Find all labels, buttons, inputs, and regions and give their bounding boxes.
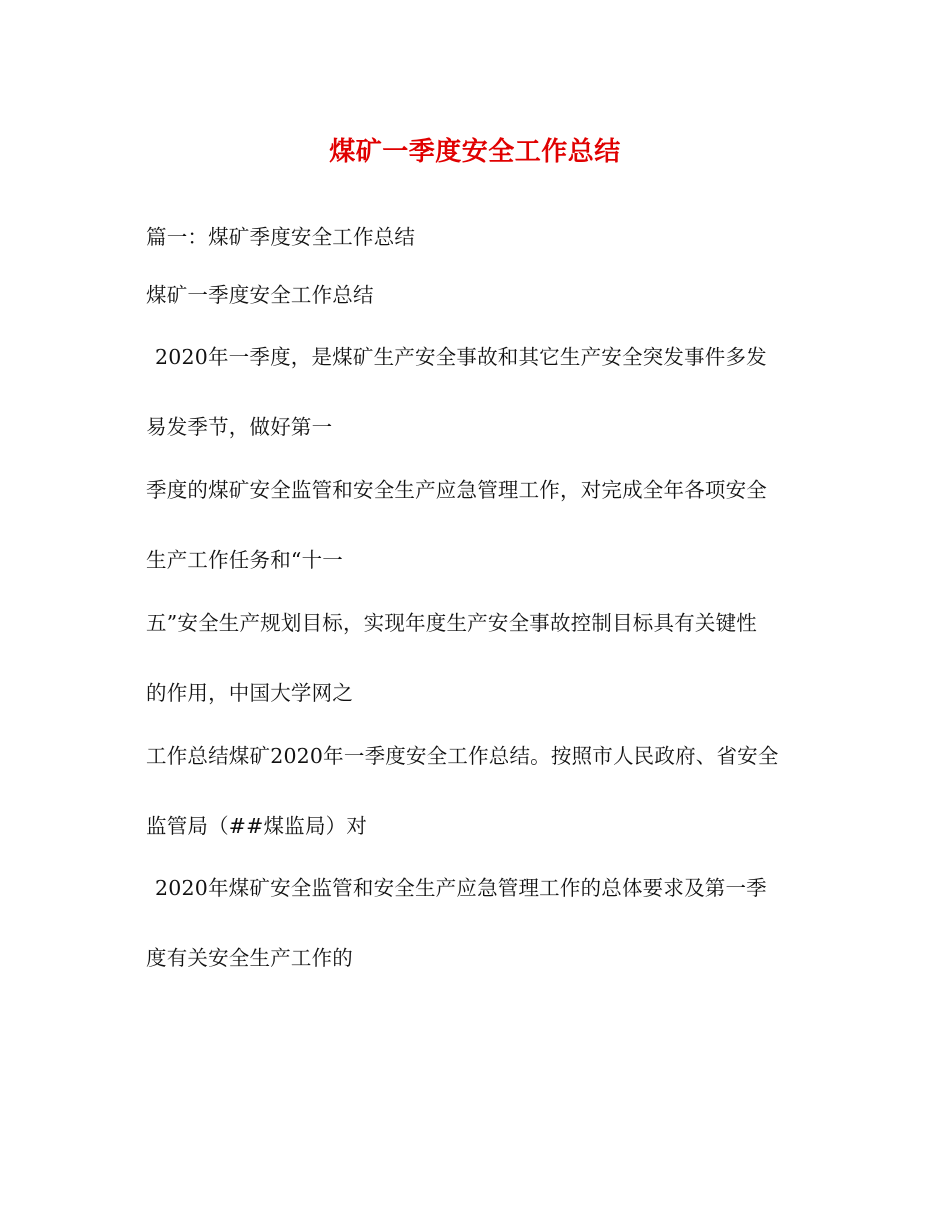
- body-line: 季度的煤矿安全监管和安全生产应急管理工作，对完成全年各项安全: [146, 478, 767, 502]
- body-line: 易发季节，做好第一: [146, 415, 333, 439]
- document-title: 煤矿一季度安全工作总结: [329, 137, 621, 167]
- body-line: 度有关安全生产工作的: [146, 946, 353, 970]
- body-line: 五”安全生产规划目标，实现年度生产安全事故控制目标具有关键性: [146, 611, 757, 635]
- body-line: 监管局（##煤监局）对: [146, 814, 368, 838]
- body-line: 2020年一季度，是煤矿生产安全事故和其它生产安全突发事件多发: [155, 345, 767, 369]
- body-line: 2020年煤矿安全监管和安全生产应急管理工作的总体要求及第一季: [155, 876, 767, 900]
- body-line: 的作用，中国大学网之: [146, 681, 353, 705]
- subtitle-line: 煤矿一季度安全工作总结: [146, 283, 374, 307]
- section-heading: 篇一：煤矿季度安全工作总结: [146, 225, 416, 249]
- body-line: 生产工作任务和“十一: [146, 548, 343, 572]
- body-line: 工作总结煤矿2020年一季度安全工作总结。按照市人民政府、省安全: [146, 744, 779, 768]
